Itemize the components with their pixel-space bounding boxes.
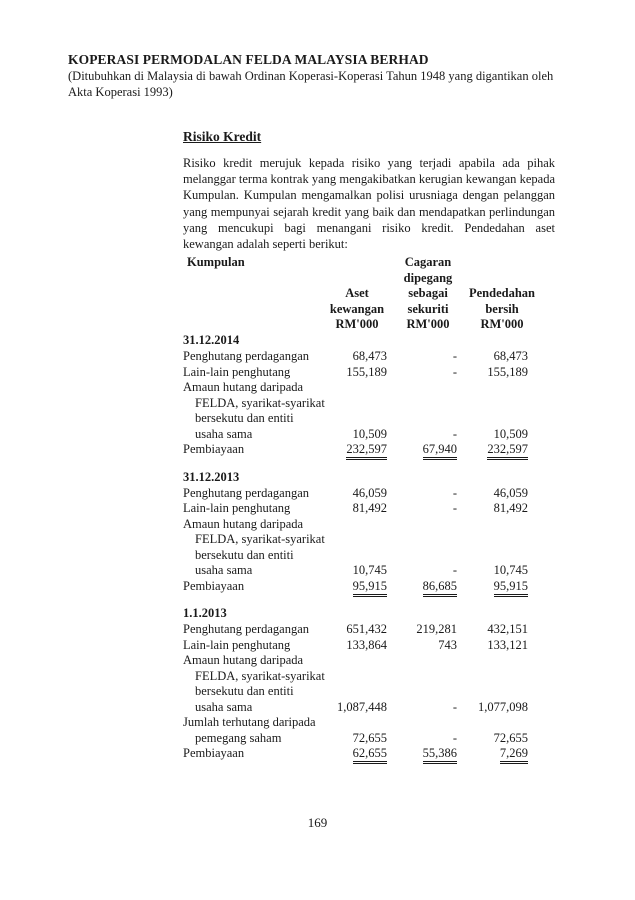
row-value-1 (325, 427, 387, 442)
cell-text: 7,269 (500, 746, 528, 764)
cell-text: 46,059 (493, 485, 528, 500)
table-row (183, 517, 555, 533)
column-header-line: dipegang (403, 270, 453, 285)
table-row (183, 563, 555, 579)
row-value-2 (393, 638, 457, 653)
row-value-1 (325, 622, 387, 637)
row-value-2 (393, 442, 457, 460)
row-label: Amaun hutang daripada (183, 380, 304, 394)
row-value-2 (393, 349, 457, 364)
cell-text: 95,915 (353, 579, 387, 597)
page-number: 169 (307, 815, 328, 830)
cell-text: 86,685 (423, 579, 457, 597)
row-value-3 (466, 731, 528, 746)
cell-text: 133,121 (487, 637, 528, 652)
cell-text: 68,473 (493, 349, 528, 363)
row-value-2 (393, 579, 457, 597)
column-header-financial-assets (321, 286, 393, 333)
cell-text: 67,940 (423, 442, 457, 460)
row-value-2 (393, 746, 457, 764)
cell-text: 1,087,448 (337, 699, 387, 714)
row-value-1 (325, 349, 387, 364)
row-label: FELDA, syarikat-syarikat (195, 532, 325, 546)
cell-text: - (452, 501, 457, 515)
period-label: 31.12.2013 (183, 469, 240, 484)
row-value-3 (466, 563, 528, 578)
cell-text: 743 (438, 637, 457, 652)
row-value-3 (466, 442, 528, 460)
row-label: bersekutu dan entiti (195, 684, 294, 698)
table-row (183, 669, 555, 685)
column-header-line: RM'000 (406, 317, 450, 331)
cell-text: - (452, 349, 457, 363)
row-value-1 (325, 501, 387, 516)
table-row (183, 700, 555, 716)
table-row (183, 715, 555, 731)
cell-text: - (452, 364, 457, 379)
table-row (183, 532, 555, 548)
row-value-1 (325, 365, 387, 380)
cell-text: 46,059 (352, 485, 387, 500)
period-label: 1.1.2013 (183, 606, 227, 620)
row-value-2 (393, 563, 457, 578)
table-column-headers (183, 255, 555, 333)
row-value-2 (393, 486, 457, 501)
row-label: pemegang saham (195, 730, 282, 745)
table-row (183, 684, 555, 700)
cell-text: - (452, 485, 457, 500)
cell-text: 62,655 (353, 746, 387, 764)
credit-exposure-table (183, 255, 555, 762)
cell-text: 1,077,098 (478, 699, 528, 714)
row-value-1 (325, 638, 387, 653)
table-row (183, 486, 555, 502)
column-header-line: bersih (485, 301, 519, 316)
table-row (183, 746, 555, 762)
row-value-2 (393, 427, 457, 442)
row-value-2 (393, 365, 457, 380)
row-value-2 (393, 700, 457, 715)
column-header-collateral (393, 255, 463, 333)
cell-text: 95,915 (494, 579, 528, 597)
row-label: Amaun hutang daripada (183, 653, 304, 667)
row-label: Pembiayaan (183, 578, 245, 593)
row-label: usaha sama (195, 563, 253, 577)
row-label: Lain-lain penghutang (183, 637, 291, 652)
cell-text: 68,473 (352, 349, 387, 363)
cell-text: 155,189 (346, 364, 387, 379)
cell-text: 155,189 (487, 364, 528, 379)
row-value-3 (466, 486, 528, 501)
row-value-3 (466, 365, 528, 380)
row-value-3 (466, 700, 528, 715)
period-heading (183, 470, 555, 486)
row-label: usaha sama (195, 426, 253, 441)
table-row (183, 548, 555, 564)
row-label: Penghutang perdagangan (183, 485, 310, 500)
row-label: usaha sama (195, 699, 253, 714)
cell-text: 72,655 (493, 730, 528, 745)
row-label: Jumlah terhutang daripada (183, 715, 316, 729)
cell-text: 10,509 (493, 426, 528, 441)
cell-text: - (452, 563, 457, 577)
cell-text: 72,655 (352, 730, 387, 745)
cell-text: - (452, 730, 457, 745)
row-value-3 (466, 579, 528, 597)
company-name: KOPERASI PERMODALAN FELDA MALAYSIA BERHAD (68, 52, 429, 67)
cell-text: 133,864 (346, 637, 387, 652)
column-header-line: Aset (345, 286, 369, 300)
row-label: Pembiayaan (183, 746, 245, 760)
row-value-1 (325, 442, 387, 460)
cell-text: 432,151 (487, 622, 528, 636)
cell-text: 219,281 (416, 622, 457, 636)
section-title: Risiko Kredit (183, 129, 262, 144)
table-row (183, 622, 555, 638)
cell-text: 10,745 (352, 563, 387, 577)
row-label: Pembiayaan (183, 442, 245, 456)
row-value-3 (466, 622, 528, 637)
group-label: Kumpulan (187, 255, 245, 269)
row-value-3 (466, 427, 528, 442)
row-value-2 (393, 731, 457, 746)
section-paragraph: Risiko kredit merujuk kepada risiko yang terjadi apabila ada pihak melanggar terma kontrak yang mengakibatkan kerugian kewangan kepada Kumpulan. Kumpulan mengamalkan polisi urusniaga dengan pelanggan yang mempunyai sejarah kredit yang baik dan mendapatkan perlindungan yang mencukupi bagi menangani risiko kredit. Pendedahan aset kewangan adalah seperti berikut: (183, 156, 555, 252)
row-value-1 (325, 563, 387, 578)
row-label: FELDA, syarikat-syarikat (195, 668, 325, 683)
row-label: FELDA, syarikat-syarikat (195, 395, 325, 410)
column-header-line: Cagaran (404, 255, 452, 269)
table-row (183, 731, 555, 747)
column-header-line: sebagai (408, 286, 448, 300)
table-row (183, 396, 555, 412)
column-header-line: sekuriti (407, 301, 449, 316)
cell-text: 81,492 (352, 501, 387, 515)
company-incorporation-note: (Ditubuhkan di Malaysia di bawah Ordinan Koperasi-Koperasi Tahun 1948 yang digantikan oleh Akta Koperasi 1993) (68, 69, 554, 99)
table-row (183, 442, 555, 458)
table-row (183, 579, 555, 595)
table-row (183, 653, 555, 669)
period-heading (183, 333, 555, 349)
row-value-3 (466, 638, 528, 653)
row-value-1 (325, 746, 387, 764)
table-row (183, 638, 555, 654)
table-row (183, 501, 555, 517)
table-row (183, 427, 555, 443)
row-value-2 (393, 501, 457, 516)
period-heading (183, 606, 555, 622)
cell-text: - (452, 426, 457, 441)
row-value-3 (466, 746, 528, 764)
table-row (183, 411, 555, 427)
row-label: bersekutu dan entiti (195, 547, 294, 562)
row-value-3 (466, 501, 528, 516)
cell-text: 55,386 (423, 746, 457, 764)
column-header-line: kewangan (329, 301, 385, 316)
row-value-1 (325, 731, 387, 746)
cell-text: 232,597 (487, 442, 528, 460)
row-value-1 (325, 579, 387, 597)
cell-text: 81,492 (493, 501, 528, 515)
table-row (183, 365, 555, 381)
column-header-line: Pendedahan (469, 286, 535, 300)
row-value-1 (325, 486, 387, 501)
cell-text: 651,432 (346, 622, 387, 636)
cell-text: 232,597 (346, 442, 387, 460)
table-row (183, 380, 555, 396)
row-label: Penghutang perdagangan (183, 622, 310, 636)
row-value-3 (466, 349, 528, 364)
column-header-line: RM'000 (335, 317, 379, 331)
row-label: bersekutu dan entiti (195, 411, 294, 425)
table-row (183, 349, 555, 365)
row-label: Penghutang perdagangan (183, 349, 310, 363)
cell-text: - (452, 699, 457, 714)
table-body (183, 333, 555, 762)
row-value-2 (393, 622, 457, 637)
row-label: Amaun hutang daripada (183, 516, 304, 531)
column-header-net-exposure (466, 286, 538, 333)
row-value-1 (325, 700, 387, 715)
column-header-line: RM'000 (480, 317, 524, 331)
period-label: 31.12.2014 (183, 333, 240, 347)
row-label: Lain-lain penghutang (183, 364, 291, 379)
cell-text: 10,745 (493, 563, 528, 577)
row-label: Lain-lain penghutang (183, 501, 291, 515)
cell-text: 10,509 (352, 426, 387, 441)
